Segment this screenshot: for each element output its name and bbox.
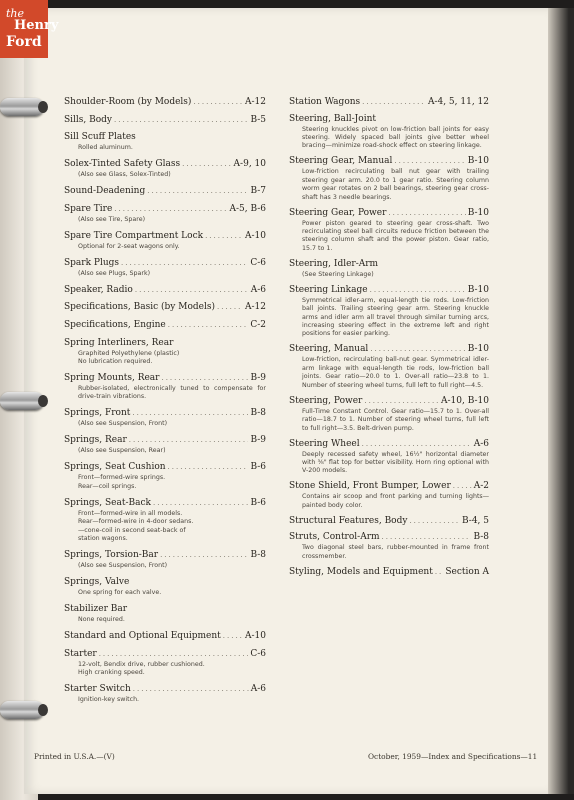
index-entry-description: One spring for each valve. bbox=[78, 589, 162, 596]
index-entry bbox=[64, 630, 266, 642]
index-entry bbox=[64, 230, 266, 251]
index-entry-description: Full-Time Constant Control. Gear ratio—15.7 to 1. Over-all ratio—18.7 to 1. Number of steering wheel turns, full left to full right—3.5. Belt-driven pump. bbox=[302, 407, 489, 432]
index-entry-title: Sound-Deadening bbox=[64, 186, 146, 197]
index-entry-page-ref: B-6 bbox=[250, 497, 266, 508]
dot-leader bbox=[205, 230, 243, 242]
index-entry-heading bbox=[64, 158, 266, 170]
index-entry-heading bbox=[64, 257, 266, 269]
index-entry bbox=[64, 461, 266, 491]
index-entry bbox=[64, 576, 266, 597]
index-entry-heading bbox=[289, 96, 489, 108]
dot-leader bbox=[168, 319, 249, 331]
dot-leader bbox=[435, 566, 444, 578]
index-entry-title: Steering Wheel bbox=[289, 438, 360, 449]
dot-leader bbox=[370, 343, 465, 355]
index-entry bbox=[64, 549, 266, 570]
index-entry-heading bbox=[289, 515, 489, 527]
index-entry-description: Graphited Polyethylene (plastic) bbox=[78, 349, 180, 357]
index-entry-title: Stone Shield, Front Bumper, Lower bbox=[289, 481, 451, 492]
index-entry-description: station wagons. bbox=[78, 535, 128, 542]
index-entry-heading bbox=[64, 497, 266, 509]
dot-leader bbox=[364, 395, 439, 407]
index-entry-heading bbox=[289, 531, 489, 543]
index-entry-title: Spare Tire Compartment Lock bbox=[64, 230, 204, 241]
index-entry-title: Steering, Ball-Joint bbox=[289, 113, 376, 124]
index-entry-description: Symmetrical idler-arm, equal-length tie rods. Low-friction ball joints. Trailing steering gear arm. Steering knuckle arms and idler arm all travel through similar turning arcs, increasing steering effect in the extreme left and right positions for easier parking. bbox=[302, 296, 489, 338]
dot-leader bbox=[135, 284, 249, 296]
index-column-left bbox=[64, 96, 266, 710]
index-entry-description: Low-friction, recirculating ball-nut gear. Symmetrical idler-arm linkage with equal-length tie rods, low-friction ball joints. Gear ratio—20.0 to 1. Over-all ratio—23.8 to 1. Number of steering wheel turns, full left to full right—4.5. bbox=[302, 356, 489, 389]
index-entry-title: Springs, Front bbox=[64, 408, 131, 419]
index-entry-page-ref: Section A bbox=[445, 566, 489, 577]
index-entry-title: Specifications, Engine bbox=[64, 319, 166, 330]
index-entry-description: Rear—coil springs. bbox=[78, 482, 137, 490]
index-entry-description: (See Steering Linkage) bbox=[302, 270, 374, 278]
logo-text-ford: Ford bbox=[6, 34, 42, 50]
index-entry-title: Specifications, Basic (by Models) bbox=[64, 302, 215, 313]
index-entry-page-ref: B-9 bbox=[250, 372, 266, 383]
index-entry-heading bbox=[289, 155, 489, 167]
index-entry-description: None required. bbox=[78, 616, 125, 623]
index-entry bbox=[64, 407, 266, 428]
index-entry-page-ref: A-5, B-6 bbox=[229, 203, 266, 214]
index-entry-title: Standard and Optional Equipment bbox=[64, 631, 221, 641]
index-entry bbox=[64, 683, 266, 704]
index-entry-heading bbox=[64, 185, 266, 197]
index-entry-title: Springs, Torsion-Bar bbox=[64, 550, 159, 560]
index-entry-description: Two diagonal steel bars, rubber-mounted in frame front crossmember. bbox=[302, 544, 489, 560]
index-entry bbox=[289, 566, 489, 578]
index-entry-page-ref: B-10 bbox=[467, 156, 489, 167]
dot-leader bbox=[114, 203, 227, 215]
index-entry-page-ref: B-7 bbox=[250, 186, 266, 197]
index-entry-description: Rear—formed-wire in 4-door sedans. bbox=[78, 518, 194, 526]
index-entry-heading bbox=[289, 284, 489, 296]
index-entry-description: Low-friction recirculating ball nut gear with trailing steering gear arm. 20.0 to 1 gear ratio. Steering column worm gear rotates on 2 ball bearings, steering gear cross-shaft has 3 needle bearings. bbox=[302, 168, 489, 201]
index-entry bbox=[289, 96, 489, 108]
index-entry-heading bbox=[64, 203, 266, 215]
index-entry-page-ref: A-12 bbox=[245, 97, 266, 107]
index-entry-title: Starter bbox=[64, 648, 97, 659]
footer-printed-in: Printed in U.S.A.—(V) bbox=[34, 752, 115, 761]
index-entry bbox=[64, 603, 266, 624]
index-entry-title: Speaker, Radio bbox=[64, 284, 133, 295]
index-entry-description: High cranking speed. bbox=[78, 669, 145, 676]
dot-leader bbox=[182, 158, 231, 170]
index-entry-page-ref: A-6 bbox=[250, 284, 266, 295]
dot-leader bbox=[147, 185, 248, 197]
index-entry-description: Deeply recessed safety wheel, 16½" horizontal diameter with ⅜" flat top for better visibility. Horn ring optional with V-200 models. bbox=[302, 450, 489, 475]
index-entry-heading bbox=[289, 395, 489, 407]
index-entry bbox=[64, 319, 266, 331]
index-entry-page-ref: B-8 bbox=[250, 550, 266, 560]
index-entry bbox=[64, 96, 266, 108]
index-entry-page-ref: B-8 bbox=[250, 408, 266, 419]
dot-leader bbox=[223, 630, 243, 642]
index-entry-heading bbox=[64, 461, 266, 473]
index-entry-heading bbox=[289, 566, 489, 578]
index-entry-page-ref: B-4, 5 bbox=[462, 515, 489, 526]
index-entry bbox=[64, 257, 266, 278]
binder-ring-top bbox=[0, 98, 44, 116]
dot-leader bbox=[114, 114, 248, 126]
index-entry-heading bbox=[64, 549, 266, 561]
index-entry-page-ref: A-10 bbox=[245, 631, 266, 641]
index-entry-heading bbox=[64, 284, 266, 296]
index-column-right bbox=[289, 96, 489, 582]
index-entry-title: Sills, Body bbox=[64, 114, 113, 125]
dot-leader bbox=[362, 96, 426, 108]
index-entry-description: (Also see Plugs, Spark) bbox=[78, 269, 151, 277]
index-entry-description: 12-volt, Bendix drive, rubber cushioned. bbox=[78, 660, 205, 668]
index-entry bbox=[64, 131, 266, 152]
index-entry bbox=[64, 648, 266, 678]
index-entry-heading bbox=[64, 114, 266, 126]
index-entry-heading bbox=[64, 301, 266, 313]
index-entry-heading bbox=[64, 230, 266, 242]
logo-text-henry: Henry bbox=[14, 18, 59, 33]
index-entry-description: Power piston geared to steering gear cross-shaft. Two recirculating steel ball circuits reduce friction between the steering column shaft and the power piston. Gear ratio, 15.7 to 1. bbox=[302, 219, 489, 252]
dot-leader bbox=[409, 515, 460, 527]
binder-ring-middle bbox=[0, 392, 44, 410]
index-entry-title: Springs, Rear bbox=[64, 435, 127, 446]
index-entry-title: Solex-Tinted Safety Glass bbox=[64, 159, 181, 170]
index-entry-page-ref: A-6 bbox=[473, 438, 489, 449]
index-entry-title: Steering Linkage bbox=[289, 284, 368, 295]
henry-ford-logo bbox=[0, 0, 59, 58]
index-entry-description: Rubber-isolated, electronically tuned to compensate for drive-train vibrations. bbox=[78, 384, 266, 401]
index-entry bbox=[64, 372, 266, 402]
index-entry-description: Ignition-key switch. bbox=[78, 696, 140, 703]
index-entry-description: Contains air scoop and front parking and turning lights—painted body color. bbox=[302, 493, 489, 509]
index-entry bbox=[289, 258, 489, 279]
index-entry-page-ref: C-6 bbox=[250, 257, 266, 268]
index-entry-title: Spark Plugs bbox=[64, 257, 120, 268]
index-entry-title: Styling, Models and Equipment bbox=[289, 566, 433, 577]
index-entry bbox=[64, 114, 266, 126]
index-entry-page-ref: B-6 bbox=[250, 462, 266, 473]
index-entry-heading bbox=[64, 319, 266, 331]
index-entry-title: Structural Features, Body bbox=[289, 515, 408, 526]
footer-date-page: October, 1959—Index and Specifications—11 bbox=[368, 752, 538, 761]
index-entry-title: Shoulder-Room (by Models) bbox=[64, 97, 192, 107]
dot-leader bbox=[217, 301, 243, 313]
index-entry-title: Sill Scuff Plates bbox=[64, 132, 136, 143]
dot-leader bbox=[193, 96, 243, 108]
index-entry-title: Springs, Seat Cushion bbox=[64, 462, 166, 473]
index-entry-heading bbox=[64, 131, 266, 143]
index-entry-page-ref: A-10 bbox=[245, 230, 266, 241]
index-entry-title: Struts, Control-Arm bbox=[289, 532, 380, 543]
index-entry-heading bbox=[64, 337, 266, 349]
dot-leader bbox=[133, 683, 249, 695]
index-entry bbox=[289, 515, 489, 527]
index-entry-page-ref: B-10 bbox=[467, 207, 489, 218]
index-entry bbox=[289, 113, 489, 151]
dot-leader bbox=[160, 549, 248, 561]
index-entry-description: (Also see Suspension, Front) bbox=[78, 562, 168, 569]
page-edge-shadow bbox=[548, 8, 574, 794]
index-entry-heading bbox=[64, 630, 266, 642]
index-entry bbox=[289, 438, 489, 476]
index-entry-title: Spare Tire bbox=[64, 203, 113, 214]
index-entry-page-ref: B-9 bbox=[250, 435, 266, 446]
index-entry-page-ref: B-8 bbox=[473, 532, 489, 543]
index-entry-description: Front—formed-wire in all models. bbox=[78, 509, 183, 517]
index-entry-page-ref: A-6 bbox=[250, 684, 266, 694]
index-entry bbox=[64, 337, 266, 367]
index-entry-description: Rolled aluminum. bbox=[78, 144, 133, 152]
index-entry-description: (Also see Tire, Spare) bbox=[78, 215, 146, 223]
index-entry bbox=[64, 301, 266, 313]
index-entry-description: (Also see Suspension, Front) bbox=[78, 420, 168, 428]
index-entry bbox=[64, 158, 266, 179]
index-entry-heading bbox=[289, 480, 489, 492]
index-entry-page-ref: A-9, 10 bbox=[233, 159, 266, 170]
index-entry-heading bbox=[289, 343, 489, 355]
index-entry-title: Steering Gear, Power bbox=[289, 207, 387, 218]
index-entry bbox=[64, 203, 266, 224]
dot-leader bbox=[99, 648, 249, 660]
index-entry-description: Front—formed-wire springs. bbox=[78, 474, 166, 482]
index-entry-heading bbox=[64, 434, 266, 446]
index-entry-heading bbox=[64, 407, 266, 419]
index-entry bbox=[289, 284, 489, 339]
index-entry-heading bbox=[289, 113, 489, 125]
index-entry bbox=[64, 284, 266, 296]
index-entry-description: (Also see Glass, Solex-Tinted) bbox=[78, 171, 171, 179]
index-entry-title: Steering Gear, Manual bbox=[289, 156, 393, 167]
logo-text-the: the bbox=[6, 7, 25, 20]
index-entry bbox=[64, 497, 266, 544]
index-entry-heading bbox=[289, 258, 489, 270]
dot-leader bbox=[168, 461, 249, 473]
index-entry-heading bbox=[64, 603, 266, 615]
index-entry-description: Optional for 2-seat wagons only. bbox=[78, 242, 180, 250]
dot-leader bbox=[370, 284, 466, 296]
index-entry-title: Springs, Seat-Back bbox=[64, 497, 151, 508]
dot-leader bbox=[153, 497, 248, 509]
index-entry-page-ref: B-10 bbox=[467, 344, 489, 355]
index-entry-description: No lubrication required. bbox=[78, 357, 153, 365]
index-entry-heading bbox=[64, 372, 266, 384]
binder-ring-bottom bbox=[0, 701, 44, 719]
index-entry-page-ref: B-5 bbox=[250, 114, 266, 125]
index-entry-page-ref: A-10, B-10 bbox=[441, 395, 489, 406]
index-entry-title: Steering, Power bbox=[289, 395, 363, 406]
index-entry-heading bbox=[289, 207, 489, 219]
index-entry bbox=[289, 480, 489, 510]
dot-leader bbox=[121, 257, 248, 269]
index-entry-page-ref: B-10 bbox=[467, 284, 489, 295]
index-entry-heading bbox=[289, 438, 489, 450]
index-entry-title: Starter Switch bbox=[64, 684, 131, 694]
index-entry-title: Station Wagons bbox=[289, 97, 361, 107]
index-entry-title: Spring Mounts, Rear bbox=[64, 372, 160, 383]
index-entry bbox=[289, 207, 489, 254]
index-entry bbox=[289, 155, 489, 202]
index-entry-heading bbox=[64, 96, 266, 108]
index-entry-description: Steering knuckles pivot on low-friction ball joints for easy steering. Widely spaced ball joints give better wheel bracing—minimize road-shock effect on steering linkage. bbox=[302, 125, 489, 150]
index-entry-page-ref: C-2 bbox=[250, 319, 266, 330]
dot-leader bbox=[394, 155, 465, 167]
index-entry-page-ref: C-6 bbox=[250, 648, 266, 659]
index-entry-title: Stabilizer Bar bbox=[64, 604, 128, 614]
index-entry-title: Steering, Manual bbox=[289, 344, 369, 355]
dot-leader bbox=[161, 372, 248, 384]
index-entry bbox=[64, 185, 266, 197]
dot-leader bbox=[362, 438, 472, 450]
index-entry-description: (Also see Suspension, Rear) bbox=[78, 447, 166, 455]
index-entry-description: —cone-coil in second seat-back of bbox=[78, 526, 186, 534]
index-entry-title: Steering, Idler-Arm bbox=[289, 258, 379, 269]
index-entry-title: Spring Interliners, Rear bbox=[64, 337, 174, 348]
index-entry-page-ref: A-4, 5, 11, 12 bbox=[427, 97, 489, 107]
dot-leader bbox=[453, 480, 472, 492]
index-entry-heading bbox=[64, 648, 266, 660]
dot-leader bbox=[382, 531, 472, 543]
index-entry-heading bbox=[64, 683, 266, 695]
index-entry bbox=[289, 531, 489, 561]
index-entry-page-ref: A-2 bbox=[473, 481, 489, 492]
dot-leader bbox=[129, 434, 249, 446]
index-entry-title: Springs, Valve bbox=[64, 577, 130, 587]
dot-leader bbox=[132, 407, 248, 419]
index-entry bbox=[64, 434, 266, 455]
index-entry bbox=[289, 395, 489, 433]
index-entry-page-ref: A-12 bbox=[245, 302, 266, 313]
index-entry-heading bbox=[64, 576, 266, 588]
index-entry bbox=[289, 343, 489, 390]
dot-leader bbox=[388, 207, 465, 219]
